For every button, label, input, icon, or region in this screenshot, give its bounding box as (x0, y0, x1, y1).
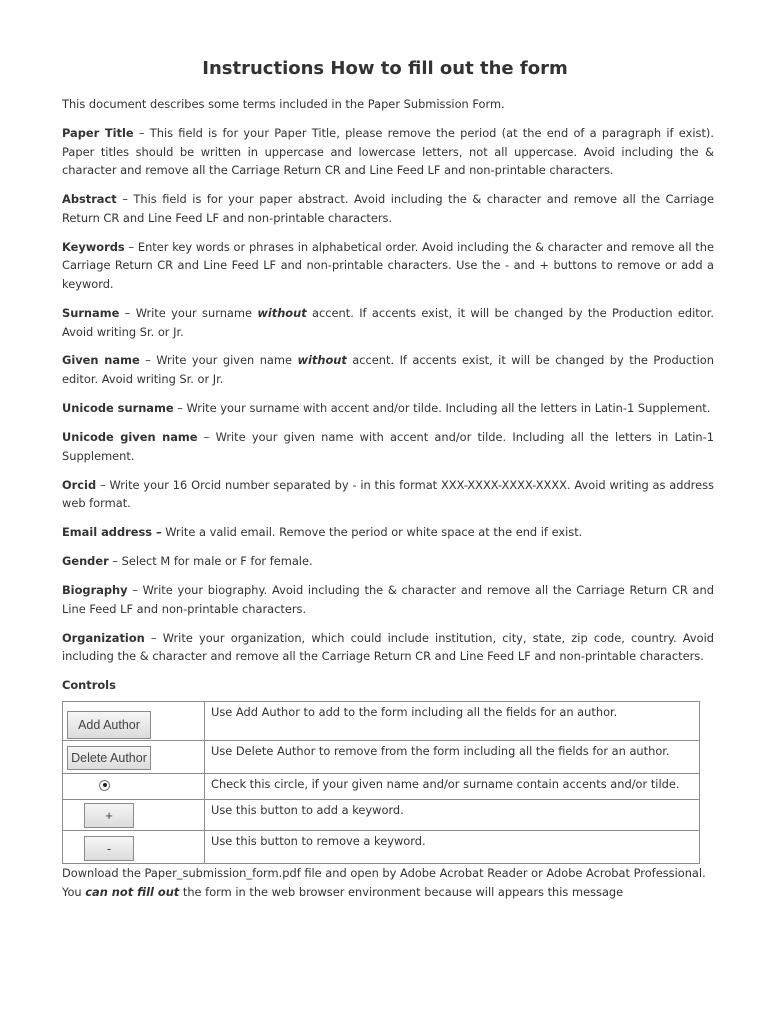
biography-description: – Write your biography. Avoid including the & character and remove all the Carriage Return CR and Line Feed LF and non-printable characters. (62, 583, 714, 616)
term-unicode-given-name: Unicode given name (62, 430, 198, 445)
unicode-given-name-description: – Write your given name with accent and/or tilde. Including all the letters in Latin-1 Supplement. (62, 430, 714, 463)
download-instructions (62, 864, 714, 901)
given-name-description-start: – Write your given name (139, 353, 298, 368)
page-title: Instructions How to fill out the form (202, 58, 568, 79)
controls-heading: Controls (62, 678, 116, 693)
term-keywords: Keywords (62, 239, 125, 254)
controls-cell-remove-keyword (63, 830, 205, 863)
controls-cell-add-keyword (63, 799, 205, 830)
surname-description-start: – Write your surname (119, 305, 258, 320)
document-body (62, 95, 714, 901)
gender-paragraph (62, 552, 714, 571)
term-paper-title: Paper Title (62, 125, 134, 140)
add-author-button[interactable]: Add Author (67, 711, 151, 739)
unicode-surname-description: – Write your surname with accent and/or tilde. Including all the letters in Latin-1 Supplement. (173, 401, 711, 416)
add-keyword-button[interactable]: + (84, 803, 134, 828)
controls-cell-delete-author (63, 740, 205, 773)
controls-desc-add-author: Use Add Author to add to the form including all the fields for an author. (205, 701, 700, 740)
download-text-end: the form in the web browser environment because will appears this message (179, 884, 624, 899)
orcid-description: – Write your 16 Orcid number separated by - in this format XXX-XXXX-XXXX-XXXX. Avoid writing as address web format. (62, 477, 714, 511)
controls-table (62, 701, 700, 864)
download-emphasis: can not fill out (85, 884, 180, 899)
surname-description-end: accent. If accents exist, it will be changed by the Production editor. Avoid writing Sr. or Jr. (62, 305, 714, 339)
unicode-surname-paragraph (62, 399, 714, 418)
controls-row-delete-author (63, 740, 700, 773)
controls-row-radio (63, 773, 700, 799)
surname-emphasis: without (257, 305, 307, 320)
controls-row-add-author (63, 701, 700, 740)
term-unicode-surname: Unicode surname (62, 401, 174, 416)
term-abstract: Abstract (62, 192, 117, 207)
organization-description: – Write your organization, which could include institution, city, state, zip code, country. Avoid including the & character and remove all the Carriage Return CR and Line Feed LF and non-printable characters. (62, 630, 714, 664)
given-name-emphasis: without (297, 353, 347, 368)
email-paragraph (62, 523, 714, 542)
given-name-description-end: accent. If accents exist, it will be changed by the Production editor. Avoid writing Sr. or Jr. (62, 353, 714, 387)
organization-paragraph (62, 629, 714, 666)
term-organization: Organization (62, 630, 145, 645)
accent-radio-button[interactable] (99, 780, 110, 791)
gender-description: – Select M for male or F for female. (108, 554, 313, 569)
surname-paragraph (62, 304, 714, 341)
intro-paragraph: This document describes some terms included in the Paper Submission Form. (62, 97, 505, 111)
controls-desc-remove-keyword: Use this button to remove a keyword. (205, 830, 700, 863)
orcid-paragraph (62, 476, 714, 513)
controls-desc-add-keyword: Use this button to add a keyword. (205, 799, 700, 830)
controls-row-remove-keyword (63, 830, 700, 863)
term-email: Email address – (62, 525, 162, 540)
controls-desc-radio: Check this circle, if your given name and/or surname contain accents and/or tilde. (205, 773, 700, 799)
controls-cell-radio (63, 773, 205, 799)
abstract-description: – This field is for your paper abstract. Avoid including the & character and remove all the Carriage Return CR and Line Feed LF and non-printable characters. (62, 192, 714, 225)
keywords-paragraph (62, 238, 714, 294)
controls-desc-delete-author: Use Delete Author to remove from the form including all the fields for an author. (205, 740, 700, 773)
term-orcid: Orcid (62, 477, 97, 492)
term-gender: Gender (62, 554, 109, 569)
remove-keyword-button[interactable]: - (84, 836, 134, 861)
abstract-paragraph (62, 190, 714, 227)
term-biography: Biography (62, 583, 128, 598)
paper-title-description: – This field is for your Paper Title, please remove the period (at the end of a paragraph if exist). Paper titles should be written in uppercase and lowercase letters, not all uppercase. Avoid including the & character and remove all the Carriage Return CR and Line Feed LF and non-printable characters. (62, 125, 714, 178)
controls-row-add-keyword (63, 799, 700, 830)
biography-paragraph (62, 581, 714, 618)
term-surname: Surname (62, 305, 120, 320)
keywords-description: – Enter key words or phrases in alphabetical order. Avoid including the & character and remove all the Carriage Return CR and Line Feed LF and non-printable characters. Use the - and + buttons to remove or add a keyword. (62, 239, 714, 291)
delete-author-button[interactable]: Delete Author (67, 746, 151, 770)
given-name-paragraph (62, 351, 714, 388)
email-description: Write a valid email. Remove the period or white space at the end if exist. (161, 525, 583, 540)
term-given-name: Given name (62, 353, 140, 368)
unicode-given-name-paragraph (62, 428, 714, 465)
download-text-start: Download the Paper_submission_form.pdf file and open by Adobe Acrobat Reader or Adobe Acrobat Professional. You (62, 865, 706, 899)
paper-title-paragraph (62, 124, 714, 180)
controls-cell-add-author (63, 701, 205, 740)
